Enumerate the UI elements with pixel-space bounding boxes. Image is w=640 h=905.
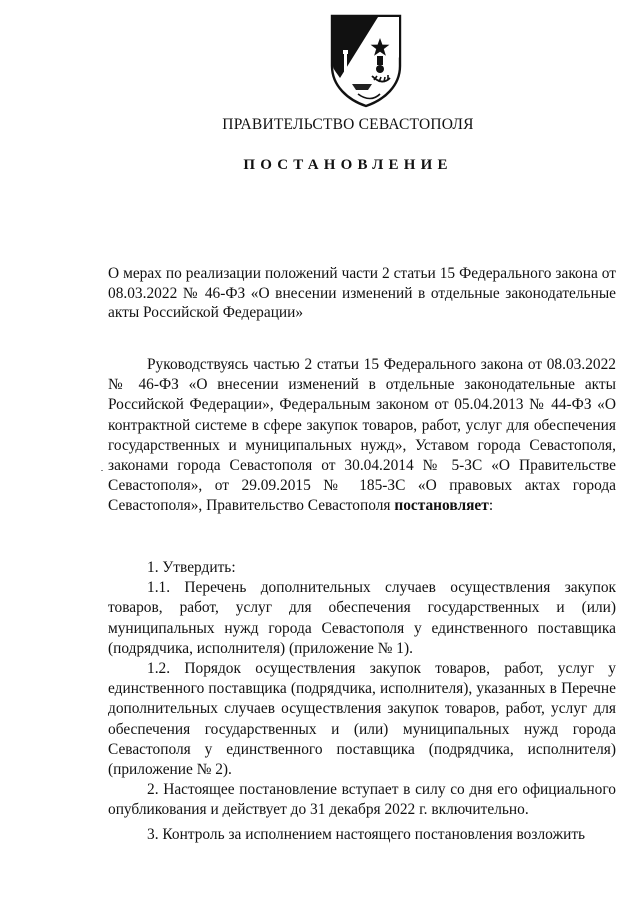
item-2: 2. Настоящее постановление вступает в силу со дня его официального опубликования и действует до 31 декабря 2022 г. включительно.: [108, 781, 616, 819]
document-type: ПОСТАНОВЛЕНИЕ: [243, 157, 453, 173]
preamble-text: Руководствуясь частью 2 статьи 15 Федерального закона от 08.03.2022 № 46-ФЗ «О внесении изменений в отдельные законодательные акты Российской Федерации», Федеральным законом от 05.04.2013 № 44-ФЗ «О контрактной системе в сфере закупок товаров, работ, услуг для обеспечения государственных и муниципальных нужд», Уставом города Севастополя, законами города Севастополя от 30.04.2014 № 5-ЗС «О Правительстве Севастополя», от 29.09.2015 № 185-ЗС «О правовых актах города Севастополя», Правительство Севастополя: [108, 356, 616, 515]
item-1-2: 1.2. Порядок осуществления закупок товаров, работ, услуг у единственного поставщика (подрядчика, исполнителя), указанных в Перечне дополнительных случаев осуществления закупок товаров, работ, услуг для обеспечения государственных и (или) муниципальных нужд города Севастополя у единственного поставщика (подрядчика, исполнителя) (приложение № 2).: [108, 660, 616, 779]
resolution-items: [108, 558, 616, 845]
item-3: 3. Контроль за исполнением настоящего постановления возложить: [147, 825, 586, 843]
document-subject: О мерах по реализации положений части 2 статьи 15 Федерального закона от 08.03.2022 № 46-ФЗ «О внесении изменений в отдельные законодательные акты Российской Федерации»: [108, 265, 616, 321]
preamble-paragraph: [108, 355, 616, 517]
decision-word: постановляет: [394, 497, 489, 515]
sevastopol-coat-of-arms-icon: [328, 14, 404, 108]
scan-speck: [101, 470, 103, 471]
item-approve: 1. Утвердить:: [147, 559, 236, 576]
organization-name: ПРАВИТЕЛЬСТВО СЕВАСТОПОЛЯ: [222, 116, 474, 133]
preamble-end: :: [488, 497, 494, 515]
item-1-1: 1.1. Перечень дополнительных случаев осуществления закупок товаров, работ, услуг для обеспечения государственных и (или) муниципальных нужд города Севастополя у единственного поставщика (подрядчика, исполнителя) (приложение № 1).: [108, 579, 616, 657]
